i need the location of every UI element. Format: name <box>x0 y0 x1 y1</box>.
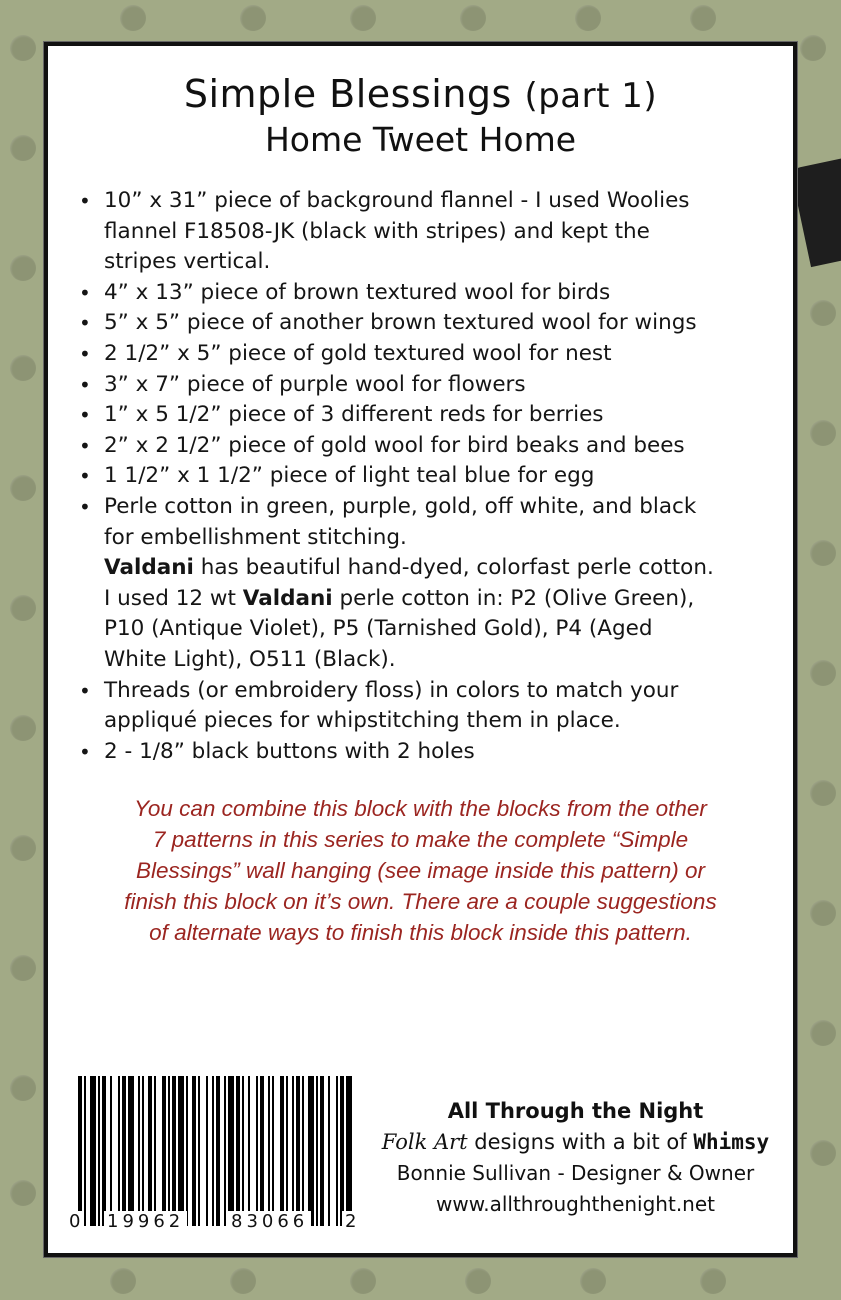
barcode-bar <box>228 1076 234 1226</box>
bullet-icon: • <box>79 433 91 458</box>
list-item <box>76 431 776 462</box>
list-item <box>76 186 776 278</box>
barcode-bar <box>328 1076 330 1226</box>
barcode-bar <box>256 1076 258 1226</box>
valdani-brand: Valdani <box>104 555 194 581</box>
note-line: You can combine this block with the blocks from the other <box>134 796 707 821</box>
note-line: Blessings” wall hanging (see image inside this pattern) or <box>135 858 706 883</box>
barcode-bar <box>212 1076 214 1226</box>
list-item-line: 2” x 2 1/2” piece of gold wool for bird beaks and bees <box>104 432 685 458</box>
note-line: 7 patterns in this series to make the complete “Simple <box>152 827 689 852</box>
page-subtitle: Home Tweet Home <box>264 120 577 159</box>
valdani-line: P10 (Antique Violet), P5 (Tarnished Gold), P4 (Aged <box>104 616 653 642</box>
barcode-digit: 2 <box>342 1211 359 1232</box>
barcode-bar <box>118 1076 120 1226</box>
title-part: (part 1) <box>524 76 658 116</box>
pattern-back-card <box>44 42 797 1257</box>
list-item <box>76 676 776 737</box>
list-item-line: appliqué pieces for whipstitching them in place. <box>104 708 621 734</box>
barcode-bar <box>286 1076 288 1226</box>
bullet-icon: • <box>79 739 91 764</box>
barcode-bar <box>178 1076 184 1226</box>
list-item-line: 10” x 31” piece of background flannel - I used Woolies <box>104 188 690 213</box>
bullet-icon: • <box>79 494 91 519</box>
list-item-line: 3” x 7” piece of purple wool for flowers <box>104 371 526 397</box>
barcode-bar <box>198 1076 200 1226</box>
barcode-bar <box>90 1076 96 1226</box>
tagline-folk-art: Folk Art <box>381 1130 468 1154</box>
bullet-icon: • <box>79 311 91 336</box>
supply-list <box>76 186 776 767</box>
bullet-icon: • <box>79 189 91 213</box>
barcode-bar <box>122 1076 126 1226</box>
tagline-whimsy: Whimsy <box>693 1130 770 1154</box>
list-item-line: 2 1/2” x 5” piece of gold textured wool for nest <box>104 340 612 366</box>
barcode-bar <box>154 1076 156 1226</box>
tagline-text: designs with a bit of <box>467 1130 694 1154</box>
barcode-bar <box>302 1076 304 1226</box>
series-note <box>68 793 773 948</box>
barcode-bar <box>84 1076 86 1226</box>
barcode-bar <box>186 1076 188 1226</box>
barcode-bar <box>168 1076 170 1226</box>
barcode-bar <box>148 1076 152 1226</box>
list-item <box>76 492 776 676</box>
barcode-bar <box>242 1076 244 1226</box>
barcode-bar <box>162 1076 166 1226</box>
barcode-bar <box>128 1076 134 1226</box>
bullet-icon: • <box>79 280 91 305</box>
barcode-bar <box>316 1076 318 1226</box>
list-item <box>76 339 776 370</box>
brand-designer: Bonnie Sullivan - Designer & Owner <box>396 1161 755 1185</box>
barcode-bar <box>346 1076 352 1226</box>
barcode-bar <box>98 1076 100 1226</box>
list-item <box>76 370 776 401</box>
note-line: of alternate ways to finish this block inside this pattern. <box>149 920 692 945</box>
list-item <box>76 461 776 492</box>
list-item-line: Perle cotton in green, purple, gold, off white, and black <box>104 493 697 519</box>
list-item-line: 4” x 13” piece of brown textured wool for birds <box>104 279 611 305</box>
list-item-line: for embellishment stitching. <box>104 524 407 550</box>
barcode-bar <box>308 1076 314 1226</box>
barcode-bar <box>260 1076 264 1226</box>
bullet-icon: • <box>79 678 91 703</box>
barcode-number <box>66 1211 366 1237</box>
barcode-bar <box>206 1076 208 1226</box>
barcode-bar <box>320 1076 324 1226</box>
barcode-bar <box>336 1076 338 1226</box>
list-item-line: 2 - 1/8” black buttons with 2 holes <box>104 738 475 764</box>
list-item-line: 1 1/2” x 1 1/2” piece of light teal blue for egg <box>104 463 595 489</box>
list-item <box>76 737 776 768</box>
list-item-line: stripes vertical. <box>104 249 271 275</box>
bullet-icon: • <box>79 341 91 366</box>
barcode-bar <box>236 1076 240 1226</box>
valdani-line: White Light), O511 (Black). <box>104 646 396 672</box>
valdani-text: has beautiful hand-dyed, colorfast perle cotton. <box>193 555 714 581</box>
barcode-bar <box>280 1076 284 1226</box>
barcode-bar <box>340 1076 344 1226</box>
list-item <box>76 308 776 339</box>
title-main: Simple Blessings <box>183 72 512 116</box>
bullet-icon: • <box>79 464 91 489</box>
barcode-bar <box>268 1076 270 1226</box>
barcode-bar <box>292 1076 294 1226</box>
barcode-bar <box>224 1076 226 1226</box>
list-item-line: 1” x 5 1/2” piece of 3 different reds for berries <box>104 402 604 428</box>
list-item-line: Threads (or embroidery floss) in colors to match your <box>104 677 679 703</box>
valdani-brand: Valdani <box>242 585 333 611</box>
list-item <box>76 278 776 309</box>
page-title <box>48 72 793 116</box>
valdani-text: perle cotton in: P2 (Olive Green), <box>332 585 695 611</box>
list-item <box>76 400 776 431</box>
valdani-line <box>104 584 776 615</box>
barcode-bar <box>192 1076 196 1226</box>
barcode-bar <box>138 1076 140 1226</box>
barcode-bar <box>110 1076 112 1226</box>
barcode-bar <box>142 1076 144 1226</box>
bullet-icon: • <box>79 372 91 397</box>
brand-name: All Through the Night <box>447 1099 704 1123</box>
brand-tagline <box>358 1127 793 1158</box>
brand-website[interactable]: www.allthroughthenight.net <box>436 1192 715 1216</box>
bullet-icon: • <box>79 403 91 428</box>
valdani-line <box>104 553 776 584</box>
barcode-digit: 19962 <box>104 1211 187 1232</box>
barcode-bar <box>172 1076 176 1226</box>
barcode-digit: 83066 <box>228 1211 311 1232</box>
barcode-bar <box>272 1076 274 1226</box>
barcode-bar <box>102 1076 106 1226</box>
list-item-line: flannel F18508-JK (black with stripes) and kept the <box>104 218 650 244</box>
list-item-line: 5” x 5” piece of another brown textured wool for wings <box>104 310 697 336</box>
barcode-bar <box>78 1076 82 1226</box>
barcode-digit: 0 <box>66 1211 83 1232</box>
barcode-bar <box>248 1076 250 1226</box>
barcode-bar <box>296 1076 300 1226</box>
barcode-bar <box>216 1076 220 1226</box>
brand-block <box>358 1096 793 1220</box>
note-line: finish this block on it’s own. There are a couple suggestions <box>124 889 717 914</box>
valdani-text: I used 12 wt <box>104 585 243 611</box>
